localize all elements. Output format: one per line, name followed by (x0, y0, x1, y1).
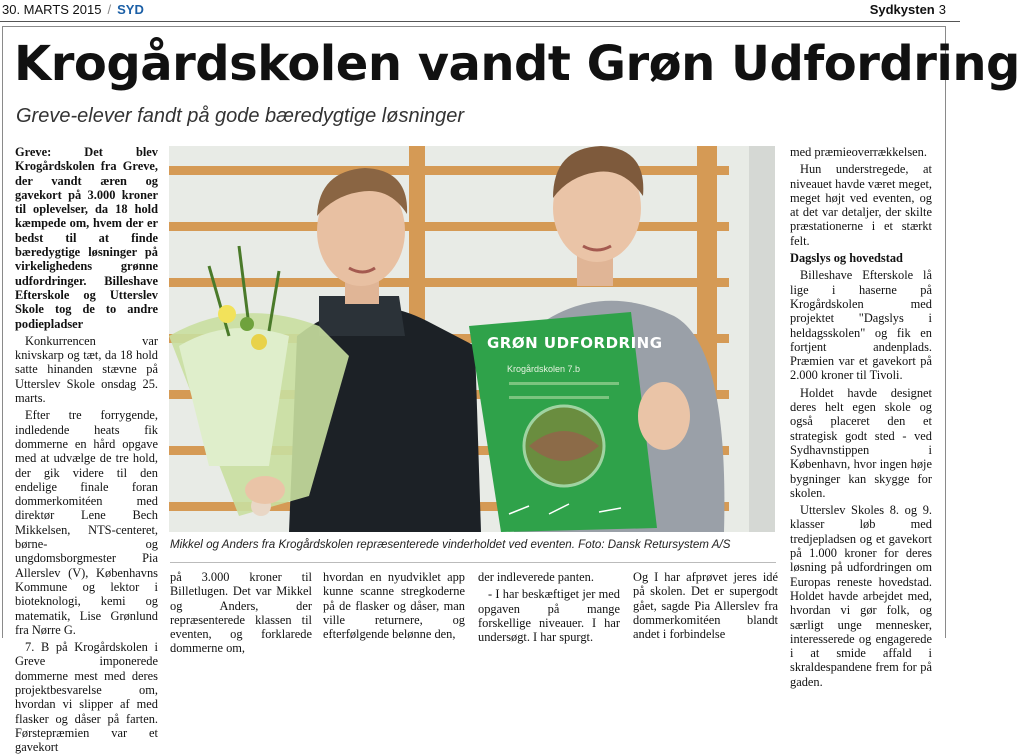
sign-name: Krogårdskolen 7.b (507, 364, 581, 374)
paper-name: Sydkysten (869, 2, 935, 17)
subheading: Dagslys og hovedstad (790, 251, 903, 266)
body-paragraph: med præmieoverrækkelsen. (790, 145, 927, 159)
header-right (870, 2, 946, 17)
column-4 (478, 570, 620, 645)
headline: Krogårdskolen vandt Grøn Udfordring (14, 36, 1020, 92)
wall-edge (749, 146, 775, 532)
body-paragraph: Konkurrencen var knivskarp og tæt, da 18 hold satte hinanden stævne på Utterslev Skole onsdag 25. marts. (15, 333, 158, 406)
body-paragraph: Utterslev Skoles 8. og 9. klasser løb med tredjepladsen og et gavekort på 1.000 kroner for deres løsning på udfordringen om Europas reneste hovedstad. Holdet havde arbejdet med, hvordan vi gør folk, og særligt unge mennesker, interesserede og engagerede i at smide affald i skraldespandene frem for på gaden. (790, 503, 932, 689)
body-paragraph: der indleverede panten. (478, 570, 594, 584)
caption-rule (170, 562, 776, 563)
subheadline: Greve-elever fandt på gode bæredygtige løsninger (16, 105, 465, 127)
body-paragraph: på 3.000 kroner til Billetlugen. Det var Mikkel og Anders, der repræsenterede klassen til eventen, og forklarede dommerne om, (170, 570, 312, 656)
body-paragraph: Billeshave Efterskole lå lige i haserne på Krogårdskolen med projektet "Dagslys i heldagsskolen" og fik en fortjent andenplads. Præmien var et gavekort på 2.000 kroner til Tivoli. (790, 268, 932, 383)
body-paragraph: Holdet havde designet deres helt egen skole og også placeret den et strategisk godt sted - ved Sydhavnstippen i København, hvor ingen høje bygninger kan skygge for skolen. (790, 385, 932, 500)
quote-paragraph: - I har beskæftiget jer med opgaven på mange forskellige niveauer. I har undersøgt. I har spurgt. (478, 587, 620, 645)
body-paragraph: Hun understregede, at niveauet havde været meget, meget højt ved eventen, og at det var detaljer, der skilte præstationerne i et stærkt felt. (790, 162, 932, 248)
body-paragraph: 7. B på Krogårdskolen i Greve imponerede dommerne mest med deres projektbesvarelse om, hvordan vi slipper af med flasker og dåser på farten. Førstepræmien var et gavekort (15, 640, 158, 754)
photo-illustration (169, 146, 775, 532)
section-label: SYD (117, 2, 144, 17)
body-paragraph: hvordan en nyudviklet app kunne scanne stregkoderne på de flasker og dåser, man ville returnere, og efterfølgende belønne den, (323, 570, 465, 642)
column-3 (323, 570, 465, 642)
header-rule (0, 21, 960, 22)
photo-caption: Mikkel og Anders fra Krogårdskolen repræsenterede vinderholdet ved eventen. Foto: Dansk Retursystem A/S (170, 538, 731, 551)
page-number: 3 (938, 2, 946, 17)
body-paragraph: Efter tre forrygende, indledende heats fik dommerne en hård opgave med at udvælge de tre hold, der gik videre til den endelige finale foran dommerkomitéen med direktør Lene Bech Mikkelsen, NTS-centeret, børne- og ungdomsborgmester Pia Allerslev (V), Københavns Kommune og lektor i bioteknologi, kemi og matematik, Lise Grønlund fra Nørre G. (15, 408, 158, 637)
article-photo (169, 146, 775, 532)
lead-paragraph: Greve: Det blev Krogårdskolen fra Greve, der vandt æren og gavekort på 3.000 kroner til oplevelser, da 18 hold kæmpede om, hvem der er bedst til at finde bæredygtige løsninger på virkelighedens grønne udfordringer. Billeshave Efterskole og Utterslev Skole tog de to andre podiepladser (15, 145, 158, 331)
award-sign (469, 312, 663, 532)
column-5 (633, 570, 778, 642)
body-paragraph: Og I har afprøvet jeres idé på skolen. Det er supergodt gået, sagde Pia Allerslev fra dommerkomitéen blandt andet i forbindelse (633, 570, 778, 642)
header-left (2, 2, 144, 17)
issue-date: 30. MARTS 2015 (2, 2, 102, 17)
column-1 (15, 145, 158, 754)
column-6 (790, 145, 932, 689)
column-2 (170, 570, 312, 656)
header-separator: / (107, 2, 112, 17)
page-header (0, 0, 960, 22)
sign-title: GRØN UDFORDRING (487, 334, 663, 352)
